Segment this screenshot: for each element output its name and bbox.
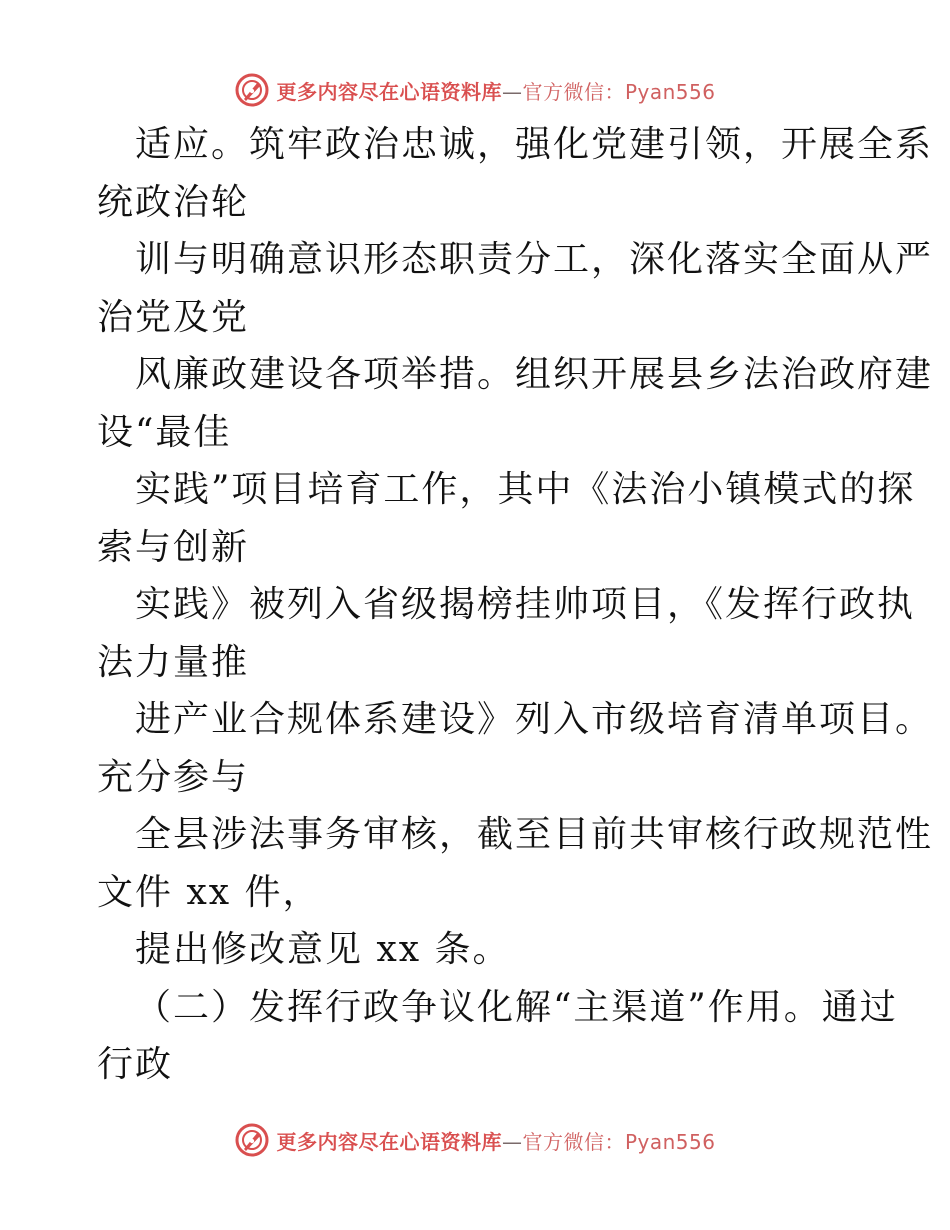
pen-nib-logo-icon: [234, 1122, 270, 1158]
text-line: 文件 xx 件，: [97, 871, 321, 913]
text-line: 进产业合规体系建设》列入市级培育清单项目。: [135, 699, 934, 740]
watermark-brand: 更多内容尽在心语资料库: [276, 1129, 502, 1154]
watermark-text: [276, 76, 715, 105]
text-line: 统政治轮: [97, 181, 250, 223]
watermark-separator: —: [501, 1129, 523, 1154]
text-line: 提出修改意见 xx 条。: [135, 929, 511, 970]
text-line: 治党及党: [97, 296, 250, 338]
text-line: 法力量推: [97, 641, 250, 683]
pen-nib-logo-icon: [234, 72, 270, 108]
document-body: [97, 116, 934, 1094]
header-watermark: [0, 70, 950, 110]
footer-watermark: [0, 1120, 950, 1160]
watermark-separator: —: [501, 79, 523, 104]
section-heading-line: （二）发挥行政争议化解“主渠道”作用。通过: [135, 986, 898, 1028]
text-line: 适应。筑牢政治忠诚，强化党建引领，开展全系: [135, 124, 934, 165]
text-line: 实践》被列入省级揭榜挂帅项目，《发挥行政执: [135, 584, 916, 625]
text-line: 实践”项目培育工作，其中《法治小镇模式的探: [135, 469, 916, 510]
text-line: 风廉政建设各项举措。组织开展县乡法治政府建: [135, 354, 934, 395]
text-line: 设“最佳: [97, 411, 232, 453]
text-line: 行政: [97, 1044, 174, 1085]
watermark-contact: 官方微信：Pyan556: [522, 79, 716, 104]
watermark-brand: 更多内容尽在心语资料库: [276, 79, 502, 104]
watermark-text: [276, 1126, 715, 1155]
text-line: 训与明确意识形态职责分工，深化落实全面从严: [135, 239, 934, 280]
watermark-contact: 官方微信：Pyan556: [522, 1129, 716, 1154]
text-line: 充分参与: [97, 756, 250, 798]
text-line: 全县涉法事务审核，截至目前共审核行政规范性: [135, 814, 934, 855]
text-line: 索与创新: [97, 526, 250, 568]
